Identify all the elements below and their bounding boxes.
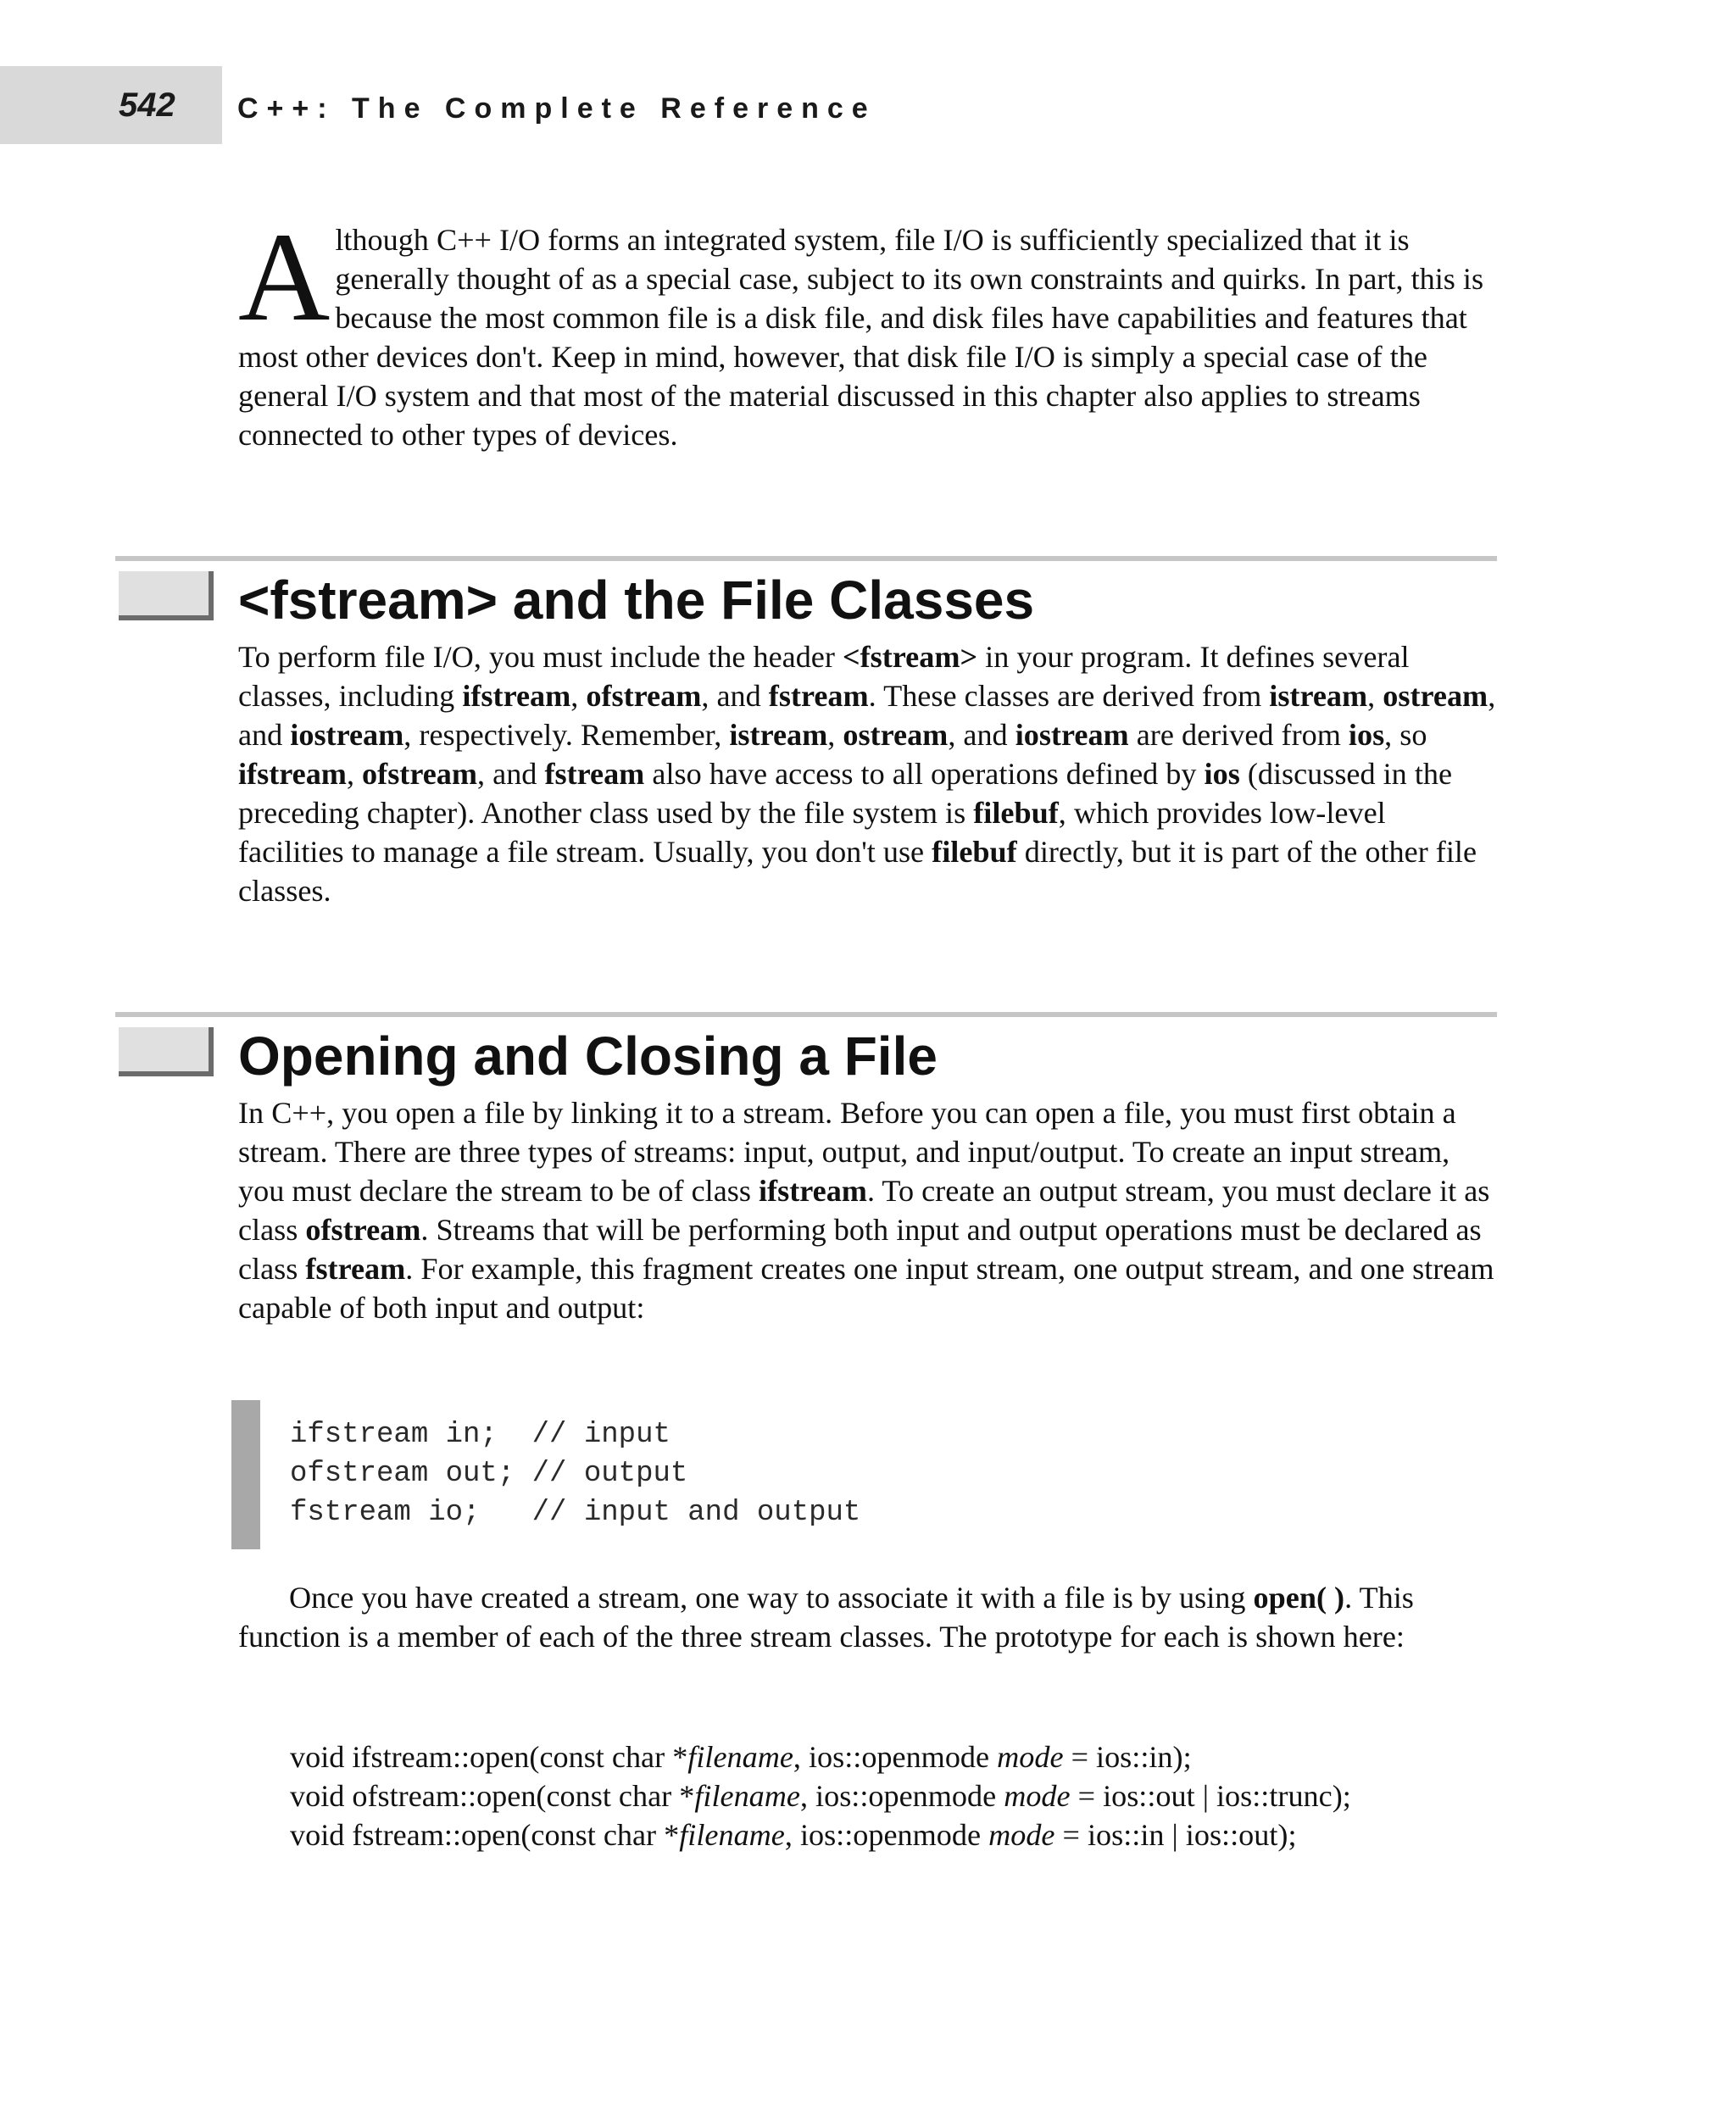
section-fstream-paragraph bbox=[238, 637, 1497, 910]
code-term: istream bbox=[1269, 679, 1368, 713]
text-run: . These classes are derived from bbox=[868, 679, 1270, 713]
code-line: ifstream in; // input bbox=[290, 1419, 670, 1451]
text-run: void ifstream::open(const char * bbox=[290, 1740, 688, 1774]
text-run: In C++, you open a file by linking it to a stream. Before you can open a file, you must first obtain a stream. There are three types of streams: input, output, and input/output. To create an input stream, you must declare the stream to be of class bbox=[238, 1096, 1456, 1208]
code-term: <fstream> bbox=[842, 640, 978, 674]
section-marker bbox=[119, 1027, 214, 1076]
text-run: . To create an output stream, you must declare it as class bbox=[238, 1174, 1490, 1247]
param-name: filename bbox=[694, 1779, 800, 1813]
code-listing-bar bbox=[231, 1400, 260, 1549]
text-run: , so bbox=[1384, 718, 1427, 752]
section-opening-paragraph bbox=[238, 1093, 1497, 1327]
text-run: , bbox=[570, 679, 587, 713]
text-run: directly, but it is part of the other file classes. bbox=[238, 835, 1477, 908]
intro-text: lthough C++ I/O forms an integrated system, file I/O is sufficiently specialized that it is generally thought of as a special case, subject to its own constraints and quirks. In part, this is because the most common file is a disk file, and disk files have capabilities and features that most other devices don't. Keep in mind, however, that disk file I/O is simply a special case of the general I/O system and that most of the material discussed in this chapter also applies to streams connected to other types of devices. bbox=[238, 223, 1484, 452]
code-term: open( ) bbox=[1253, 1581, 1345, 1615]
text-run: , respectively. Remember, bbox=[403, 718, 730, 752]
code-term: ofstream bbox=[362, 757, 478, 791]
text-run: , which provides low-level facilities to manage a file stream. Usually, you don't use bbox=[238, 796, 1386, 869]
code-listing bbox=[290, 1415, 860, 1532]
page-number-tab bbox=[0, 66, 222, 144]
code-term: iostream bbox=[290, 718, 404, 752]
text-run: To perform file I/O, you must include the header bbox=[238, 640, 843, 674]
section-rule bbox=[115, 1012, 1497, 1017]
param-name: mode bbox=[1004, 1779, 1071, 1813]
code-term: ifstream bbox=[759, 1174, 867, 1208]
code-line: ofstream out; // output bbox=[290, 1458, 688, 1490]
text-run: = ios::in); bbox=[1063, 1740, 1192, 1774]
intro-paragraph bbox=[238, 207, 1497, 454]
text-run: , ios::openmode bbox=[799, 1779, 1004, 1813]
drop-cap: A bbox=[238, 207, 331, 347]
code-term: filebuf bbox=[932, 835, 1017, 869]
text-run: . For example, this fragment creates one input stream, one output stream, and one stream capable of both input and output: bbox=[238, 1252, 1494, 1325]
text-run: , ios::openmode bbox=[793, 1740, 998, 1774]
text-run: , bbox=[827, 718, 843, 752]
text-run: , and bbox=[701, 679, 769, 713]
text-run: void fstream::open(const char * bbox=[290, 1818, 680, 1852]
section-heading-opening-closing: Opening and Closing a File bbox=[238, 1026, 938, 1087]
page-number: 542 bbox=[119, 86, 175, 124]
text-run: . This function is a member of each of the three stream classes. The prototype for each is shown here: bbox=[238, 1581, 1414, 1654]
text-run: , and bbox=[948, 718, 1015, 752]
section-rule bbox=[115, 556, 1497, 561]
text-run: Once you have created a stream, one way to associate it with a file is by using bbox=[289, 1581, 1254, 1615]
code-term: fstream bbox=[544, 757, 645, 791]
text-run: void ofstream::open(const char * bbox=[290, 1779, 695, 1813]
prototype-ofstream-open bbox=[290, 1776, 1351, 1815]
running-title: C++: The Complete Reference bbox=[237, 92, 876, 125]
text-run: are derived from bbox=[1128, 718, 1349, 752]
prototype-ifstream-open bbox=[290, 1737, 1351, 1776]
code-term: ios bbox=[1348, 718, 1385, 752]
text-run: also have access to all operations defined by bbox=[644, 757, 1205, 791]
param-name: filename bbox=[687, 1740, 793, 1774]
code-term: ifstream bbox=[462, 679, 571, 713]
text-run: , bbox=[1367, 679, 1383, 713]
code-term: ifstream bbox=[238, 757, 347, 791]
section-marker bbox=[119, 571, 214, 620]
code-term: ostream bbox=[843, 718, 949, 752]
code-term: fstream bbox=[768, 679, 869, 713]
code-term: iostream bbox=[1015, 718, 1129, 752]
text-run: = ios::out | ios::trunc); bbox=[1070, 1779, 1351, 1813]
open-function-paragraph bbox=[238, 1578, 1497, 1656]
param-name: mode bbox=[988, 1818, 1055, 1852]
text-run: , and bbox=[238, 679, 1496, 752]
code-term: istream bbox=[729, 718, 828, 752]
text-run: (discussed in the preceding chapter). Another class used by the file system is bbox=[238, 757, 1453, 830]
text-run: , bbox=[346, 757, 363, 791]
section-heading-fstream: <fstream> and the File Classes bbox=[238, 570, 1035, 631]
prototype-fstream-open bbox=[290, 1815, 1351, 1854]
text-run: , ios::openmode bbox=[784, 1818, 989, 1852]
param-name: filename bbox=[679, 1818, 785, 1852]
code-line: fstream io; // input and output bbox=[290, 1497, 861, 1529]
code-term: ios bbox=[1204, 757, 1240, 791]
prototype-listing bbox=[290, 1737, 1351, 1854]
code-term: fstream bbox=[305, 1252, 406, 1286]
code-term: ofstream bbox=[586, 679, 702, 713]
text-run: in your program. It defines several classes, including bbox=[238, 640, 1410, 713]
text-run: = ios::in | ios::out); bbox=[1054, 1818, 1297, 1852]
text-run: , and bbox=[477, 757, 545, 791]
code-term: ostream bbox=[1383, 679, 1488, 713]
code-term: ofstream bbox=[305, 1213, 421, 1247]
text-run: . Streams that will be performing both input and output operations must be declared as class bbox=[238, 1213, 1482, 1286]
code-term: filebuf bbox=[973, 796, 1059, 830]
param-name: mode bbox=[997, 1740, 1064, 1774]
